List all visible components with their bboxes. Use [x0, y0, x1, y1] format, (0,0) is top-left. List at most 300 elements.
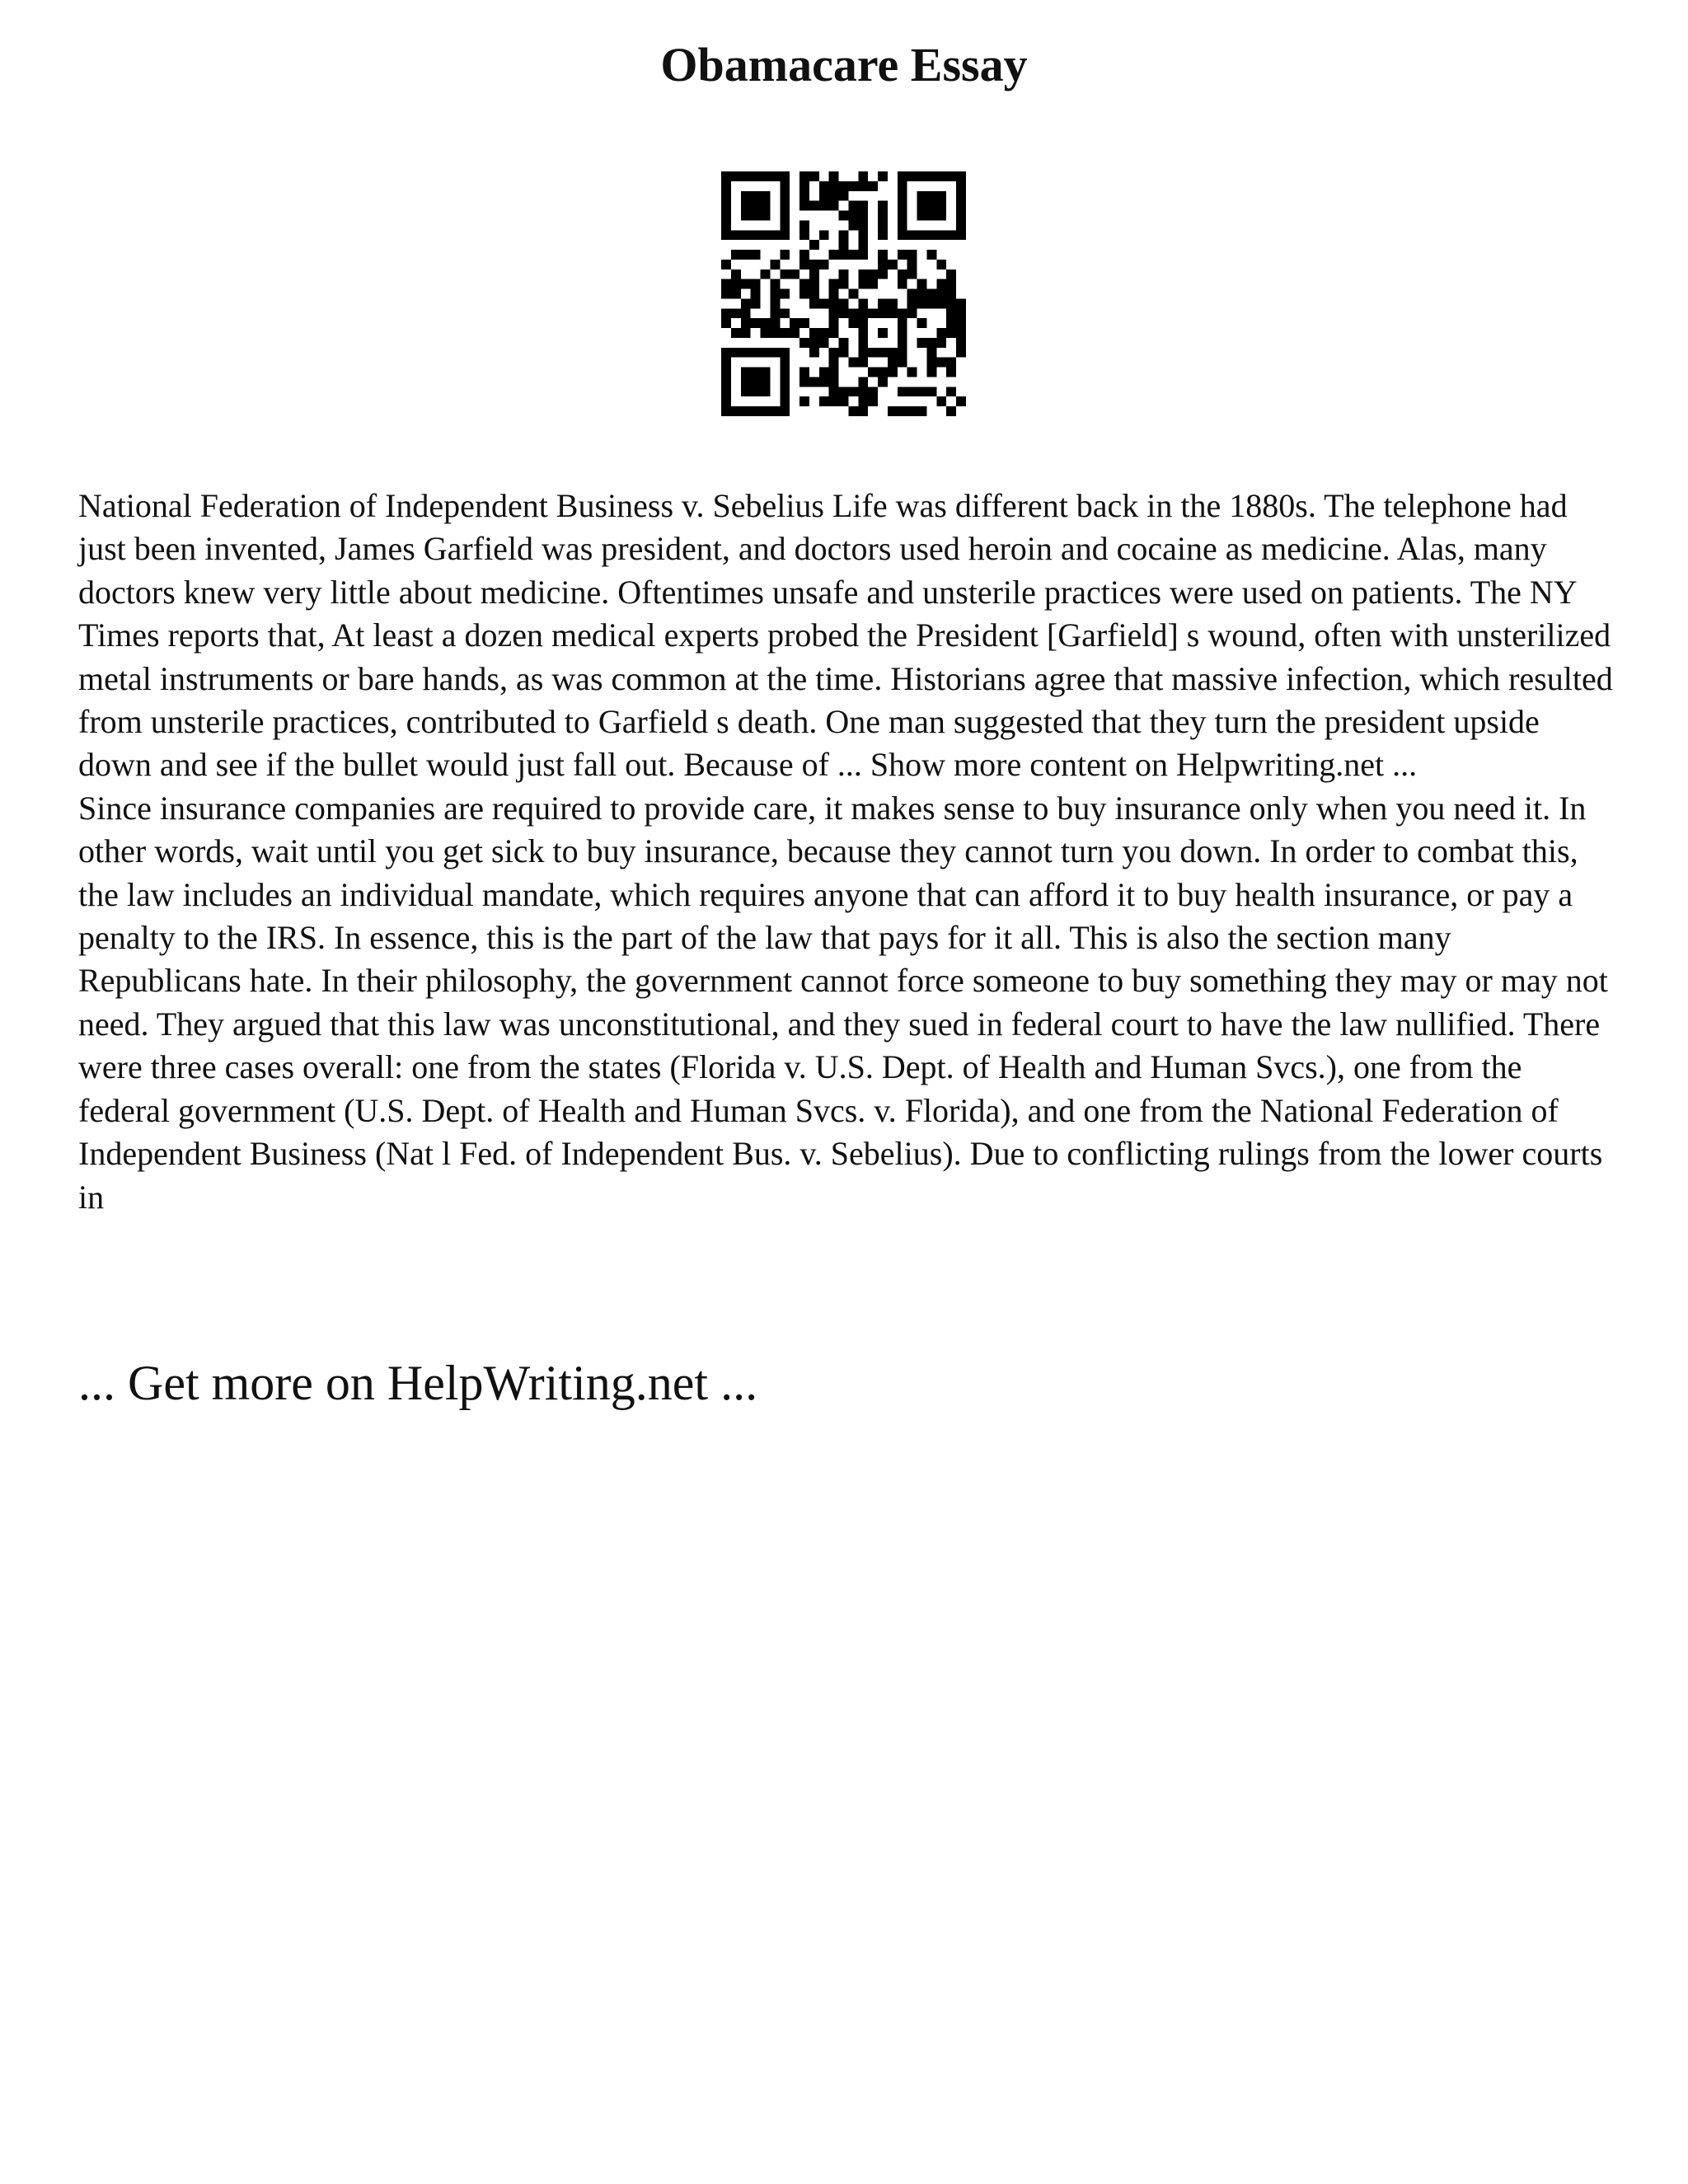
- qr-module: [858, 348, 868, 358]
- qr-module: [731, 348, 741, 358]
- qr-module: [829, 348, 839, 358]
- qr-module: [731, 279, 741, 289]
- qr-module: [751, 298, 761, 308]
- qr-module: [721, 220, 731, 230]
- qr-module: [858, 211, 868, 221]
- page-title: Obamacare Essay: [660, 38, 1028, 91]
- qr-module: [956, 201, 966, 211]
- qr-module: [751, 230, 761, 240]
- qr-module: [819, 260, 829, 269]
- qr-module: [770, 298, 780, 308]
- qr-module: [898, 387, 907, 396]
- qr-module: [936, 358, 946, 368]
- qr-module: [868, 396, 878, 406]
- qr-module: [936, 260, 946, 269]
- qr-module: [761, 406, 771, 416]
- qr-module: [858, 298, 868, 308]
- qr-module: [888, 308, 898, 318]
- qr-module: [898, 171, 907, 181]
- qr-module: [829, 171, 839, 181]
- qr-module: [946, 387, 956, 396]
- qr-module: [858, 279, 868, 289]
- qr-module: [878, 308, 888, 318]
- qr-module: [721, 318, 731, 328]
- qr-module: [761, 348, 771, 358]
- qr-module: [741, 328, 751, 338]
- qr-module: [878, 298, 888, 308]
- qr-module: [780, 220, 790, 230]
- qr-module: [946, 298, 956, 308]
- qr-module: [721, 308, 731, 318]
- qr-module: [819, 191, 829, 201]
- qr-module: [780, 250, 790, 260]
- qr-module: [780, 406, 790, 416]
- qr-module: [721, 358, 731, 368]
- qr-module: [829, 201, 839, 211]
- qr-module: [751, 279, 761, 289]
- qr-module: [926, 230, 936, 240]
- qr-module: [839, 396, 849, 406]
- qr-module: [741, 250, 751, 260]
- qr-module: [721, 406, 731, 416]
- qr-module: [907, 406, 917, 416]
- qr-module: [799, 220, 809, 230]
- qr-module: [751, 348, 761, 358]
- qr-module: [858, 240, 868, 250]
- qr-module: [858, 269, 868, 279]
- qr-module: [809, 289, 819, 299]
- qr-module: [780, 368, 790, 377]
- qr-module: [848, 289, 858, 299]
- qr-module: [956, 348, 966, 358]
- qr-module: [799, 318, 809, 328]
- qr-module: [829, 308, 839, 318]
- qr-module: [926, 348, 936, 358]
- qr-module: [741, 298, 751, 308]
- qr-module: [926, 368, 936, 377]
- qr-module: [848, 308, 858, 318]
- qr-module: [829, 298, 839, 308]
- qr-module: [721, 377, 731, 387]
- qr-module: [839, 269, 849, 279]
- qr-module: [956, 171, 966, 181]
- qr-module: [770, 171, 780, 181]
- qr-module: [721, 181, 731, 191]
- qr-module: [819, 396, 829, 406]
- qr-module: [888, 260, 898, 269]
- qr-module: [780, 396, 790, 406]
- qr-module: [878, 377, 888, 387]
- qr-module: [956, 308, 966, 318]
- qr-module: [751, 171, 761, 181]
- qr-module: [858, 377, 868, 387]
- qr-module: [780, 348, 790, 358]
- qr-module: [761, 201, 771, 211]
- qr-module: [839, 250, 849, 260]
- qr-module: [917, 279, 927, 289]
- qr-module: [770, 348, 780, 358]
- get-more-link[interactable]: ... Get more on HelpWriting.net ...: [78, 1356, 758, 1410]
- qr-module: [819, 368, 829, 377]
- qr-module: [799, 396, 809, 406]
- qr-module: [946, 230, 956, 240]
- qr-module: [936, 328, 946, 338]
- qr-module: [917, 171, 927, 181]
- qr-module: [799, 260, 809, 269]
- qr-module: [898, 201, 907, 211]
- qr-module: [907, 171, 917, 181]
- qr-module: [917, 387, 927, 396]
- qr-module: [809, 279, 819, 289]
- qr-module: [799, 250, 809, 260]
- qr-module: [751, 368, 761, 377]
- qr-module: [848, 406, 858, 416]
- qr-module: [741, 279, 751, 289]
- qr-module: [878, 230, 888, 240]
- qr-module: [721, 396, 731, 406]
- qr-module: [731, 230, 741, 240]
- qr-module: [780, 269, 790, 279]
- qr-module: [741, 318, 751, 328]
- qr-module: [780, 358, 790, 368]
- qr-module: [780, 191, 790, 201]
- qr-module: [799, 338, 809, 348]
- qr-module: [868, 368, 878, 377]
- qr-module: [799, 279, 809, 289]
- qr-module: [761, 269, 771, 279]
- qr-module: [858, 318, 868, 328]
- qr-module: [926, 289, 936, 299]
- qr-module: [839, 298, 849, 308]
- qr-module: [780, 211, 790, 221]
- qr-module: [839, 387, 849, 396]
- qr-module: [898, 358, 907, 368]
- qr-module: [829, 250, 839, 260]
- qr-module: [848, 201, 858, 211]
- qr-module: [829, 396, 839, 406]
- qr-module: [898, 181, 907, 191]
- qr-module: [731, 328, 741, 338]
- qr-module: [907, 387, 917, 396]
- qr-module: [898, 220, 907, 230]
- qr-module: [741, 201, 751, 211]
- qr-module: [926, 250, 936, 260]
- qr-module: [848, 250, 858, 260]
- qr-module: [858, 406, 868, 416]
- qr-module: [848, 318, 858, 328]
- qr-module: [839, 308, 849, 318]
- qr-module: [868, 308, 878, 318]
- qr-module: [799, 230, 809, 240]
- qr-module: [721, 368, 731, 377]
- qr-module: [829, 289, 839, 299]
- qr-module: [936, 396, 946, 406]
- qr-module: [956, 328, 966, 338]
- qr-module: [848, 387, 858, 396]
- qr-module: [956, 211, 966, 221]
- qr-module: [780, 328, 790, 338]
- qr-module: [809, 260, 819, 269]
- qr-module: [946, 368, 956, 377]
- qr-module: [917, 191, 927, 201]
- qr-module: [829, 358, 839, 368]
- qr-module: [898, 191, 907, 201]
- qr-module: [898, 230, 907, 240]
- qr-module: [917, 318, 927, 328]
- qr-module: [946, 279, 956, 289]
- qr-module: [809, 377, 819, 387]
- qr-module: [898, 279, 907, 289]
- qr-module: [790, 269, 799, 279]
- qr-module: [898, 269, 907, 279]
- qr-module: [770, 328, 780, 338]
- essay-paragraph-2: Since insurance companies are required to provide care, it makes sense to buy insurance only when you need it. In other words, wait until you get sick to buy insurance, because they cannot turn you down. In order to combat this, the law includes an individual mandate, which requires anyone that can afford it to buy health insurance, or pay a penalty to the IRS. In essence, this is the part of the law that pays for it all. This is also the section many Republicans hate. In their philosophy, the government cannot force someone to buy something they may or may not need. They argued that this law was unconstitutional, and they sued in federal court to have the law nullified. There were three cases overall: one from the states (Florida v. U.S. Dept. of Health and Human Svcs.), one from the federal government (U.S. Dept. of Health and Human Svcs. v. Florida), and one from the National Federation of Independent Business (Nat l Fed. of Independent Bus. v. Sebelius). Due to conflicting rulings from the lower courts in: [78, 789, 1608, 1216]
- qr-module: [907, 289, 917, 299]
- qr-module: [936, 230, 946, 240]
- qr-module: [761, 328, 771, 338]
- qr-module: [731, 171, 741, 181]
- qr-module: [868, 269, 878, 279]
- qr-module: [888, 298, 898, 308]
- qr-module: [819, 181, 829, 191]
- qr-module: [858, 230, 868, 240]
- qr-module: [926, 171, 936, 181]
- qr-module: [751, 377, 761, 387]
- qr-module: [888, 368, 898, 377]
- qr-module: [936, 191, 946, 201]
- qr-module: [878, 260, 888, 269]
- qr-module: [839, 240, 849, 250]
- qr-module: [829, 279, 839, 289]
- qr-module: [936, 289, 946, 299]
- qr-module: [839, 211, 849, 221]
- qr-module: [878, 171, 888, 181]
- qr-module: [878, 201, 888, 211]
- qr-module: [926, 211, 936, 221]
- qr-module: [809, 298, 819, 308]
- qr-module: [721, 387, 731, 396]
- qr-module: [770, 289, 780, 299]
- qr-module: [956, 298, 966, 308]
- qr-module: [858, 201, 868, 211]
- qr-module: [799, 181, 809, 191]
- qr-module: [780, 308, 790, 318]
- qr-module: [829, 191, 839, 201]
- qr-module: [858, 220, 868, 230]
- qr-module: [956, 230, 966, 240]
- qr-module: [907, 269, 917, 279]
- qr-module: [839, 279, 849, 289]
- qr-module: [829, 181, 839, 191]
- qr-module: [721, 211, 731, 221]
- qr-module: [926, 358, 936, 368]
- qr-module: [751, 250, 761, 260]
- qr-module: [898, 250, 907, 260]
- qr-module: [721, 260, 731, 269]
- qr-module: [790, 328, 799, 338]
- qr-module: [917, 289, 927, 299]
- qr-module: [946, 289, 956, 299]
- qr-module: [809, 171, 819, 181]
- qr-module: [956, 396, 966, 406]
- qr-module: [780, 171, 790, 181]
- qr-module: [839, 338, 849, 348]
- qr-module: [888, 358, 898, 368]
- qr-module: [741, 406, 751, 416]
- qr-module: [868, 181, 878, 191]
- qr-module: [858, 338, 868, 348]
- qr-module: [907, 308, 917, 318]
- qr-module: [731, 269, 741, 279]
- qr-module: [926, 298, 936, 308]
- qr-module: [878, 220, 888, 230]
- qr-module: [936, 338, 946, 348]
- qr-module: [799, 201, 809, 211]
- qr-module: [741, 387, 751, 396]
- qr-module: [799, 377, 809, 387]
- qr-module: [898, 338, 907, 348]
- essay-paragraph-1: National Federation of Independent Business v. Sebelius Life was different back in the 1880s. The telephone had just been invented, James Garfield was president, and doctors used heroin and cocaine as medicine. Alas, many doctors knew very little about medicine. Oftentimes unsafe and unsterile practices were used on patients. The NY Times reports that, At least a dozen medical experts probed the President [Garfield] s wound, often with unsterilized metal instruments or bare hands, as was common at the time. Historians agree that massive infection, which resulted from unsterile practices, contributed to Garfield s death. One man suggested that they turn the president upside down and see if the bullet would just fall out. Because of ... Show more content on Helpwriting.net ...: [78, 487, 1613, 784]
- qr-module: [770, 318, 780, 328]
- qr-module: [809, 348, 819, 358]
- qr-module: [858, 328, 868, 338]
- qr-module: [741, 211, 751, 221]
- qr-module: [848, 358, 858, 368]
- qr-module: [741, 171, 751, 181]
- qr-module: [770, 308, 780, 318]
- qr-module: [819, 230, 829, 240]
- qr-module: [878, 368, 888, 377]
- qr-module: [917, 338, 927, 348]
- qr-module: [819, 328, 829, 338]
- qr-module: [819, 338, 829, 348]
- qr-module: [770, 406, 780, 416]
- qr-module: [751, 318, 761, 328]
- qr-module: [809, 201, 819, 211]
- qr-module: [799, 191, 809, 201]
- qr-module: [731, 308, 741, 318]
- qr-module: [917, 211, 927, 221]
- qr-module: [761, 377, 771, 387]
- qr-module: [868, 348, 878, 358]
- qr-module: [956, 318, 966, 328]
- qr-module: [790, 318, 799, 328]
- qr-module: [868, 387, 878, 396]
- qr-module: [839, 191, 849, 201]
- qr-module: [741, 348, 751, 358]
- qr-module: [809, 269, 819, 279]
- qr-module: [770, 260, 780, 269]
- qr-module: [780, 230, 790, 240]
- qr-module: [936, 298, 946, 308]
- qr-module: [936, 201, 946, 211]
- qr-module: [731, 406, 741, 416]
- qr-module: [858, 171, 868, 181]
- qr-code-icon: [721, 171, 966, 416]
- qr-module: [770, 230, 780, 240]
- qr-module: [761, 211, 771, 221]
- qr-module: [780, 181, 790, 191]
- qr-module: [839, 348, 849, 358]
- qr-module: [721, 191, 731, 201]
- qr-module: [819, 201, 829, 211]
- qr-module: [878, 250, 888, 260]
- qr-module: [858, 396, 868, 406]
- qr-module: [731, 289, 741, 299]
- qr-module: [926, 191, 936, 201]
- qr-module: [878, 348, 888, 358]
- qr-module: [907, 368, 917, 377]
- qr-module: [799, 289, 809, 299]
- qr-module: [721, 289, 731, 299]
- qr-module: [926, 338, 936, 348]
- qr-module: [956, 191, 966, 201]
- qr-module: [878, 211, 888, 221]
- qr-module: [839, 181, 849, 191]
- qr-module: [761, 368, 771, 377]
- qr-code-graphic: [721, 171, 966, 416]
- qr-module: [956, 181, 966, 191]
- qr-module: [741, 377, 751, 387]
- qr-module: [898, 328, 907, 338]
- qr-module: [809, 328, 819, 338]
- qr-module: [946, 171, 956, 181]
- qr-module: [761, 191, 771, 201]
- qr-module: [878, 269, 888, 279]
- qr-module: [751, 191, 761, 201]
- qr-module: [878, 328, 888, 338]
- qr-module: [946, 328, 956, 338]
- qr-module: [868, 279, 878, 289]
- qr-module: [721, 279, 731, 289]
- qr-module: [946, 318, 956, 328]
- qr-module: [751, 387, 761, 396]
- qr-module: [907, 298, 917, 308]
- qr-module: [926, 201, 936, 211]
- qr-module: [917, 298, 927, 308]
- qr-module: [741, 368, 751, 377]
- qr-module: [829, 318, 839, 328]
- qr-module: [780, 387, 790, 396]
- qr-module: [770, 279, 780, 289]
- qr-module: [721, 230, 731, 240]
- qr-module: [926, 387, 936, 396]
- qr-module: [721, 201, 731, 211]
- qr-module: [799, 171, 809, 181]
- qr-module: [898, 318, 907, 328]
- qr-module: [761, 387, 771, 396]
- qr-module: [839, 230, 849, 240]
- qr-module: [809, 338, 819, 348]
- qr-module: [780, 377, 790, 387]
- qr-module: [907, 250, 917, 260]
- qr-module: [898, 211, 907, 221]
- qr-module: [848, 211, 858, 221]
- qr-module: [721, 171, 731, 181]
- qr-module: [907, 260, 917, 269]
- qr-module: [917, 406, 927, 416]
- qr-module: [761, 230, 771, 240]
- qr-module: [829, 377, 839, 387]
- qr-module: [721, 348, 731, 358]
- qr-module: [741, 230, 751, 240]
- qr-module: [829, 328, 839, 338]
- qr-module: [780, 201, 790, 211]
- qr-module: [936, 171, 946, 181]
- qr-module: [819, 298, 829, 308]
- qr-module: [936, 211, 946, 221]
- qr-module: [761, 318, 771, 328]
